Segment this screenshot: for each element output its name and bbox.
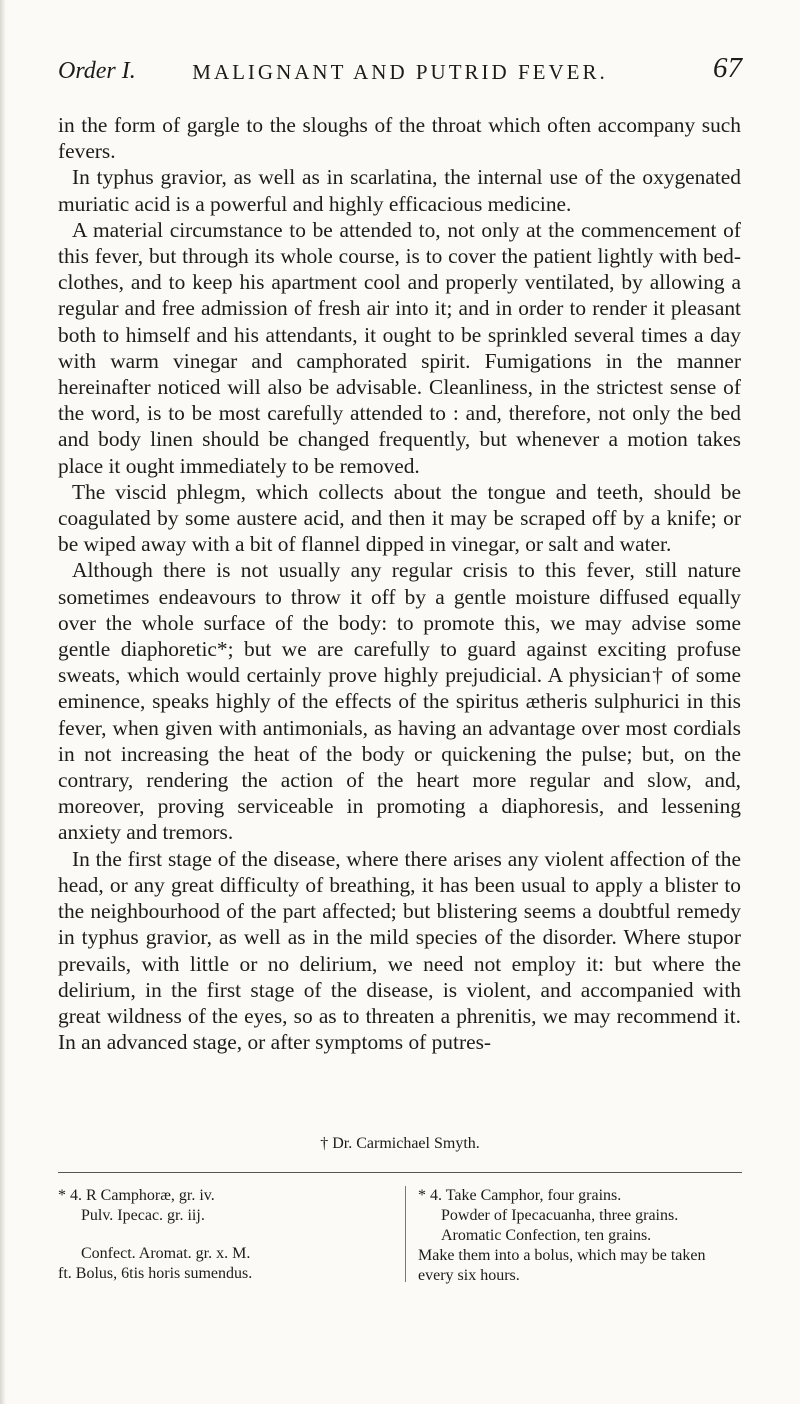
main-text: [58, 112, 741, 1055]
paragraph-blister: In the first stage of the disease, where there arises any violent affection of the head, or any great difficulty of breathing, it has been usual to apply a blister to the neighbourhood of the part affected; but blistering seems a doubtful remedy in typhus gravior, as well as in the mild species of the disorder. Where stupor prevails, with little or no delirium, we need not employ it: but where the delirium, in the first stage of the disease, is violent, and accompanied with great wildness of the eyes, so as to threaten a phrenitis, we may recommend it. In an advanced stage, or after symptoms of putres-: [58, 846, 741, 1055]
paragraph-gargle: in the form of gargle to the sloughs of the throat which often accompany such fevers.: [58, 113, 741, 164]
footnote-rule: [58, 1172, 742, 1173]
prescription-english: [418, 1186, 742, 1286]
rx-english-line-2: Powder of Ipecacuanha, three grains.: [441, 1207, 679, 1224]
running-title: MALIGNANT AND PUTRID FEVER.: [192, 60, 608, 84]
page-number: 67: [713, 52, 742, 84]
footnote-dagger: † Dr. Carmichael Smyth.: [320, 1135, 480, 1152]
rx-latin-line-4: ft. Bolus, 6tis horis sumendus.: [58, 1265, 253, 1282]
rx-latin-line-3: Confect. Aromat. gr. x. M.: [81, 1245, 251, 1262]
page-gutter-shadow: [0, 0, 6, 1404]
paragraph-muriatic-acid: In typhus gravior, as well as in scarlatina, the internal use of the oxygenated muriatic acid is a powerful and highly efficacious medicine.: [58, 165, 741, 216]
paragraph-ventilation: A material circumstance to be attended to, not only at the commencement of this fever, but through its whole course, is to cover the patient lightly with bed-clothes, and to keep his apartment cool and properly ventilated, by allowing a regular and free admission of fresh air into it; and in order to render it pleasant both to himself and his attendants, it ought to be sprinkled several times a day with warm vinegar and camphorated spirit. Fumigations in the manner hereinafter noticed will also be advisable. Cleanliness, in the strictest sense of the word, is to be most carefully attended to : and, therefore, not only the bed and body linen should be changed frequently, but whenever a motion takes place it ought immediately to be removed.: [58, 217, 741, 478]
rx-english-line-3: Aromatic Confection, ten grains.: [441, 1227, 652, 1244]
footnote-column-divider: [405, 1186, 406, 1282]
paragraph-diaphoretic: Although there is not usually any regular crisis to this fever, still nature sometimes endeavours to throw it off by a gentle moisture diffused equally over the whole surface of the body: to promote this, we may advise some gentle diaphoretic*; but we are carefully to guard against exciting profuse sweats, which would certainly prove highly prejudicial. A physician† of some eminence, speaks highly of the effects of the spiritus ætheris sulphurici in this fever, when given with antimonials, as having an advantage over most cordials in not increasing the heat of the body or quickening the pulse; but, on the contrary, rendering the action of the heart more regular and slow, and, moreover, proving serviceable in promoting a diaphoresis, and lessening anxiety and tremors.: [58, 558, 741, 845]
rx-latin-line-2: Pulv. Ipecac. gr. iij.: [81, 1207, 205, 1224]
rx-english-line-4: Make them into a bolus, which may be taken every six hours.: [418, 1247, 706, 1284]
running-header: [58, 50, 742, 90]
rx-english-line-1: * 4. Take Camphor, four grains.: [418, 1187, 622, 1204]
paragraph-viscid-phlegm: The viscid phlegm, which collects about the tongue and teeth, should be coagulated by some austere acid, and then it may be scraped off by a knife; or be wiped away with a bit of flannel dipped in vinegar, or salt and water.: [58, 479, 741, 557]
order-label: Order I.: [58, 58, 136, 84]
prescription-latin: [58, 1186, 388, 1284]
rx-latin-line-1: * 4. R Camphoræ, gr. iv.: [58, 1187, 215, 1204]
